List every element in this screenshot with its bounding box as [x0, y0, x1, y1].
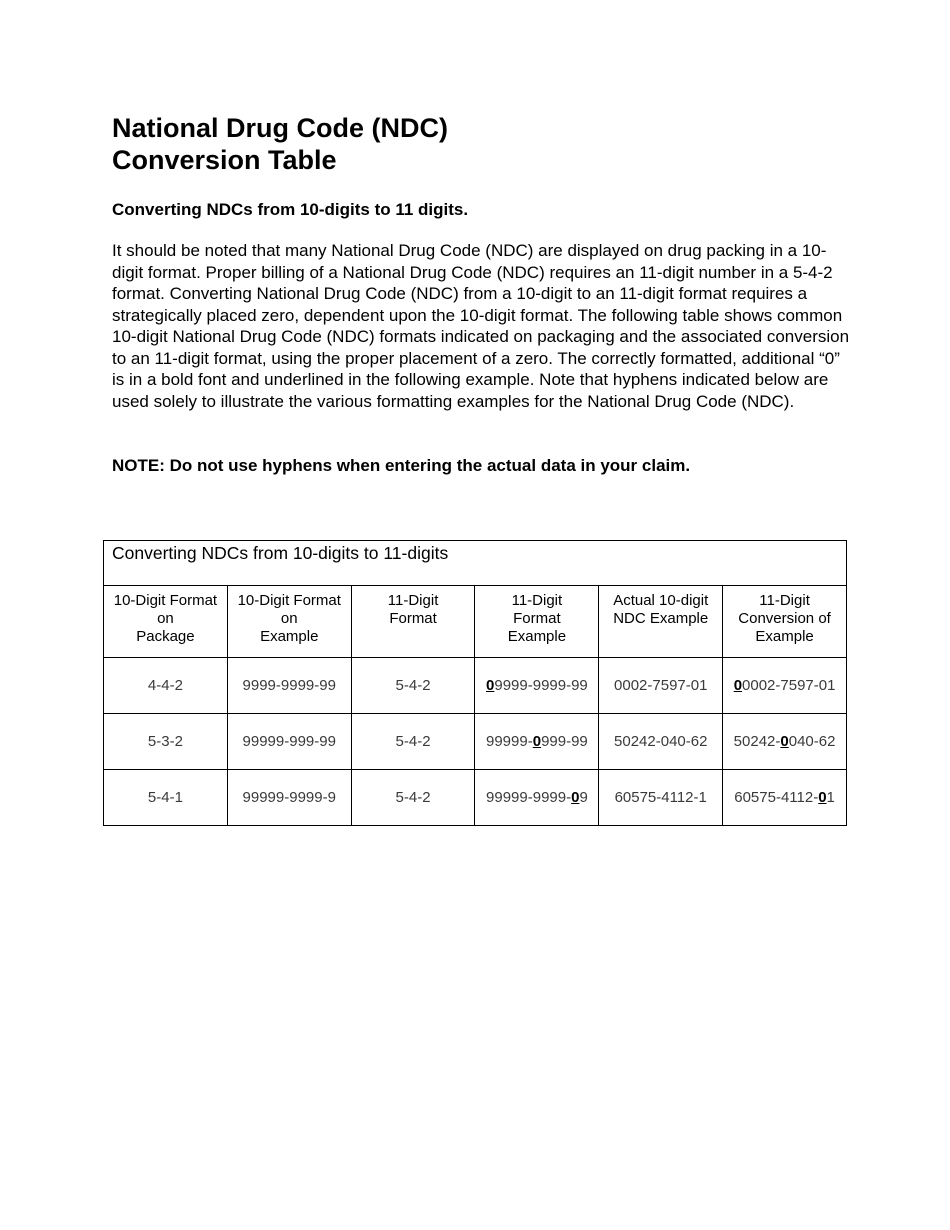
- format11-cell: 5-4-2: [351, 770, 475, 826]
- format10-cell: 5-3-2: [104, 714, 228, 770]
- table-row: [104, 658, 847, 714]
- example11-suffix: 9999-9999-99: [494, 677, 588, 694]
- conversion11-suffix: 0002-7597-01: [742, 677, 836, 694]
- conversion11-cell: [723, 658, 847, 714]
- actual10-cell: 60575-4112-1: [599, 770, 723, 826]
- conversion11-cell: [723, 770, 847, 826]
- header-line: 10-Digit Format: [237, 592, 341, 609]
- header-line: NDC Example: [613, 610, 709, 627]
- example11-prefix: 99999-: [486, 733, 533, 750]
- actual10-cell: 0002-7597-01: [599, 658, 723, 714]
- header-line: Example: [755, 628, 814, 645]
- subheading: Converting NDCs from 10-digits to 11 digits.: [112, 200, 469, 219]
- header-line: 11-Digit: [387, 592, 439, 609]
- conversion11-cell: [723, 714, 847, 770]
- added-zero: 0: [780, 733, 789, 750]
- header-line: Conversion of: [738, 610, 831, 627]
- note-text: NOTE: Do not use hyphens when entering the actual data in your claim.: [112, 456, 691, 475]
- example11-prefix: 99999-9999-: [486, 789, 572, 806]
- added-zero: 0: [818, 789, 827, 806]
- page-title: [112, 112, 448, 176]
- page-title-line-2: Conversion Table: [112, 145, 337, 175]
- header-line: Example: [260, 628, 319, 645]
- conversion11-suffix: 1: [826, 789, 835, 806]
- body-paragraph: It should be noted that many National Drug Code (NDC) are displayed on drug packing in a 10-digit format. Proper billing of a National Drug Code (NDC) requires an 11-digit number in a 5-4-2 format. Converting National Drug Code (NDC) from a 10-digit to an 11-digit format requires a strategically placed zero, dependent upon the 10-digit format. The following table shows common 10-digit National Drug Code (NDC) formats indicated on packaging and the associated conversion to an 11-digit format, using the proper placement of a zero. The correctly formatted, additional “0” is in a bold font and underlined in the following example. Note that hyphens indicated below are used solely to illustrate the various formatting examples for the National Drug Code (NDC).: [112, 241, 850, 411]
- column-header: [104, 586, 228, 658]
- header-line: 10-Digit Format: [113, 592, 218, 609]
- table-row: [104, 714, 847, 770]
- format10-cell: 5-4-1: [104, 770, 228, 826]
- example11-suffix: 9: [579, 789, 588, 806]
- conversion11-prefix: 50242-: [733, 733, 781, 750]
- header-line: Actual 10-digit: [613, 592, 709, 609]
- header-line: Format: [389, 610, 437, 627]
- header-line: on: [157, 610, 174, 627]
- column-header: [227, 586, 351, 658]
- page-title-line-1: National Drug Code (NDC): [112, 113, 448, 143]
- example10-cell: 99999-9999-9: [227, 770, 351, 826]
- header-line: Format: [513, 610, 561, 627]
- conversion11-prefix: 60575-4112-: [734, 789, 819, 806]
- format11-cell: 5-4-2: [351, 658, 475, 714]
- table-caption: Converting NDCs from 10-digits to 11-digits: [104, 541, 847, 586]
- conversion11-suffix: 040-62: [788, 733, 836, 750]
- example10-cell: 99999-999-99: [227, 714, 351, 770]
- example10-cell: 9999-9999-99: [227, 658, 351, 714]
- header-line: on: [280, 610, 298, 627]
- example11-cell: [475, 714, 599, 770]
- header-line: Example: [507, 628, 567, 645]
- format10-cell: 4-4-2: [104, 658, 228, 714]
- example11-suffix: 999-99: [541, 733, 588, 750]
- conversion-table: [103, 540, 847, 826]
- added-zero: 0: [733, 677, 743, 694]
- column-header: [351, 586, 475, 658]
- table-row: [104, 770, 847, 826]
- example11-cell: [475, 770, 599, 826]
- header-line: Package: [136, 628, 195, 645]
- added-zero: 0: [486, 677, 495, 694]
- actual10-cell: 50242-040-62: [599, 714, 723, 770]
- column-header: [475, 586, 599, 658]
- format11-cell: 5-4-2: [351, 714, 475, 770]
- column-header: [599, 586, 723, 658]
- added-zero: 0: [532, 733, 542, 750]
- added-zero: 0: [571, 789, 580, 806]
- header-line: 11-Digit: [511, 592, 563, 609]
- column-header: [723, 586, 847, 658]
- header-line: 11-Digit: [759, 592, 810, 609]
- table-header-row: [104, 586, 847, 658]
- example11-cell: [475, 658, 599, 714]
